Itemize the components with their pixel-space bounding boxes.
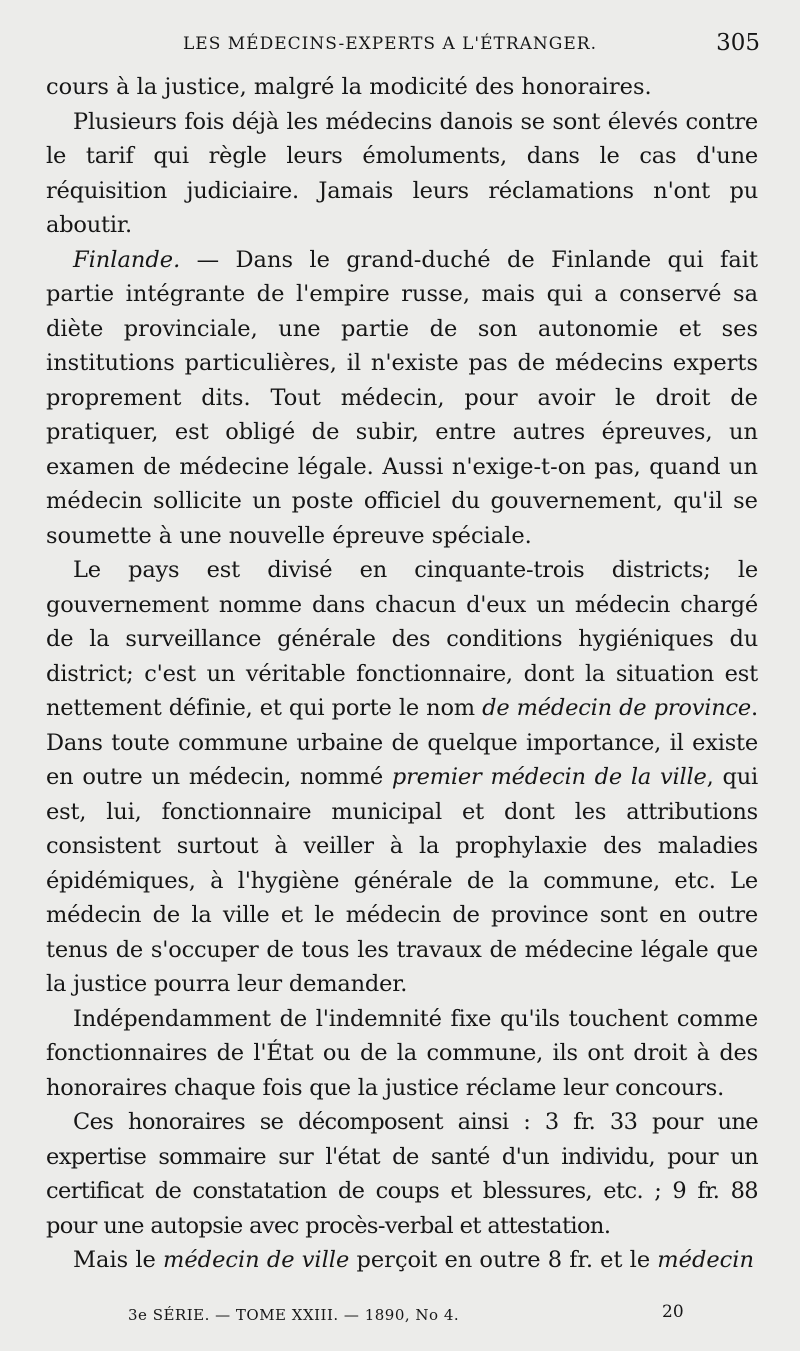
finland-text: — Dans le grand-duché de Finlande qui fait partie intégrante de l'empire russe, mais qui a conservé sa diète provinciale, une partie de son autonomie et ses institutions particulières, il n'existe pas de médecins experts proprement dits. Tout médecin, pour avoir le droit de pratiquer, est obligé de subir, entre autres épreuves, un examen de médecine légale. Aussi n'exige-t-on pas, quand un médecin sollicite un poste officiel du gouvernement, qu'il se soumette à une nouvelle épreuve spéciale. bbox=[46, 246, 758, 549]
paragraph-finland bbox=[46, 243, 758, 554]
paragraph-city-physician bbox=[46, 1243, 758, 1278]
districts-text-1: Le pays est divisé en cinquante-trois districts; le gouvernement nomme dans chacun d'eux un médecin chargé de la surveillance générale des conditions hygiéniques du district; c'est un véritable fonctionnaire, dont la situation est nettement définie, et qui porte le nom bbox=[46, 557, 758, 721]
districts-text-2: . Dans toute commune urbaine de quelque importance, il existe en outre un médecin, nommé bbox=[46, 695, 758, 790]
printer-signature: 3e SÉRIE. — TOME XXIII. — 1890, No 4. bbox=[128, 1306, 460, 1324]
paragraph-continued: cours à la justice, malgré la modicité des honoraires. bbox=[46, 74, 652, 100]
paragraph-districts bbox=[46, 553, 758, 1002]
signature-number: 20 bbox=[662, 1302, 684, 1322]
city-text-1: Mais le bbox=[73, 1247, 164, 1273]
running-head: LES MÉDECINS-EXPERTS A L'ÉTRANGER. bbox=[183, 34, 598, 54]
term-medecin-de-province: de médecin de province bbox=[482, 695, 752, 721]
city-text-2: perçoit en outre 8 fr. et le bbox=[349, 1247, 658, 1273]
districts-text-3: , qui est, lui, fonctionnaire municipal et dont les attributions consistent surtout à veiller à la prophylaxie des maladies épidémiques, à l'hygiène générale de la commune, etc. Le médecin de la ville et le médecin de province sont en outre tenus de s'occuper de tous les travaux de médecine légale que la justice pourra leur demander. bbox=[46, 764, 758, 997]
term-medecin: médecin bbox=[657, 1247, 754, 1273]
finland-heading: Finlande. bbox=[73, 246, 181, 273]
paragraph-fees-detail: Ces honoraires se décomposent ainsi : 3 fr. 33 pour une expertise sommaire sur l'état de santé d'un individu, pour un certificat de constatation de coups et blessures, etc. ; 9 fr. 88 pour une autopsie avec procès-verbal et attestation. bbox=[46, 1109, 758, 1239]
term-premier-medecin: premier médecin de la ville bbox=[391, 764, 707, 790]
page-header bbox=[0, 30, 800, 60]
page-number: 305 bbox=[716, 30, 760, 56]
paragraph-fees-intro: Indépendamment de l'indemnité fixe qu'ils touchent comme fonctionnaires de l'État ou de la commune, ils ont droit à des honoraires chaque fois que la justice réclame leur concours. bbox=[46, 1005, 758, 1101]
paragraph-danish-physicians: Plusieurs fois déjà les médecins danois se sont élevés contre le tarif qui règle leurs émoluments, dans le cas d'une réquisition judiciaire. Jamais leurs réclamations n'ont pu aboutir. bbox=[46, 108, 758, 238]
term-medecin-de-ville: médecin de ville bbox=[163, 1247, 350, 1273]
page-footer bbox=[0, 1300, 800, 1330]
body-text bbox=[46, 70, 758, 1278]
